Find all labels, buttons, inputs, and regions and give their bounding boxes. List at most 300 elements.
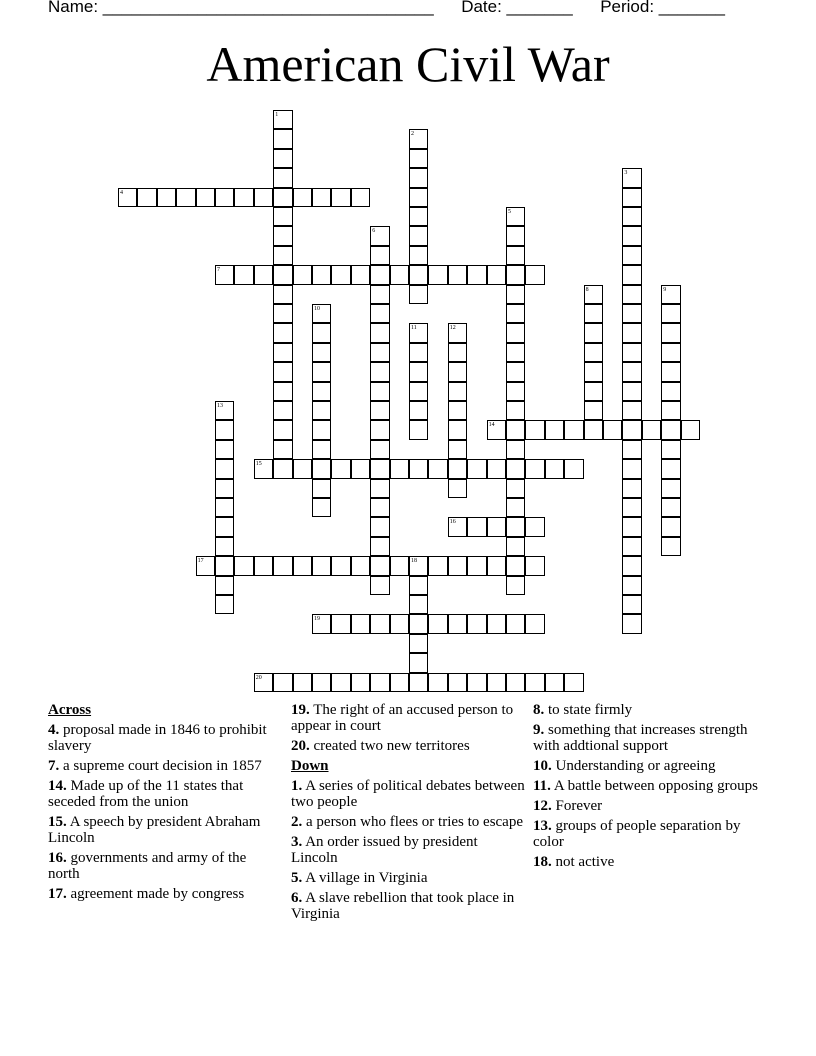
clue-item bbox=[533, 758, 773, 774]
clue-text: Forever bbox=[555, 798, 603, 814]
grid-cell[interactable] bbox=[312, 188, 331, 207]
across-clue-list bbox=[48, 722, 280, 902]
grid-cell[interactable] bbox=[273, 265, 292, 284]
grid-cell[interactable] bbox=[370, 382, 389, 401]
grid-cell[interactable] bbox=[157, 188, 176, 207]
grid-cell[interactable] bbox=[409, 614, 428, 633]
grid-cell[interactable] bbox=[448, 479, 467, 498]
grid-clue-number: 3 bbox=[624, 170, 628, 177]
clue-item bbox=[291, 778, 527, 810]
clue-text: created two new territores bbox=[313, 738, 470, 754]
grid-cell[interactable] bbox=[467, 614, 486, 633]
grid-cell[interactable] bbox=[622, 285, 641, 304]
clue-item bbox=[533, 778, 773, 794]
grid-cell[interactable] bbox=[564, 459, 583, 478]
grid-cell[interactable] bbox=[448, 614, 467, 633]
grid-cell[interactable] bbox=[312, 556, 331, 575]
grid-clue-number: 17 bbox=[197, 558, 204, 565]
grid-cell[interactable] bbox=[331, 188, 350, 207]
grid-cell[interactable] bbox=[409, 653, 428, 672]
grid-cell[interactable] bbox=[312, 498, 331, 517]
grid-cell[interactable] bbox=[293, 265, 312, 284]
clue-item bbox=[48, 778, 280, 810]
name-field-label: Name: ___________________________________ bbox=[48, 0, 434, 16]
grid-cell[interactable] bbox=[661, 537, 680, 556]
grid-cell[interactable] bbox=[293, 459, 312, 478]
grid-cell[interactable] bbox=[409, 285, 428, 304]
grid-cell[interactable] bbox=[409, 459, 428, 478]
grid-cell[interactable] bbox=[487, 556, 506, 575]
grid-cell[interactable] bbox=[525, 614, 544, 633]
grid-cell[interactable] bbox=[273, 382, 292, 401]
grid-cell[interactable] bbox=[467, 556, 486, 575]
grid-cell[interactable] bbox=[681, 420, 700, 439]
page-title: American Civil War bbox=[206, 36, 610, 92]
grid-cell[interactable] bbox=[409, 634, 428, 653]
grid-cell[interactable] bbox=[622, 382, 641, 401]
grid-cell[interactable] bbox=[525, 459, 544, 478]
grid-cell[interactable] bbox=[545, 459, 564, 478]
clue-number: 20. bbox=[291, 738, 310, 754]
grid-cell[interactable] bbox=[215, 576, 234, 595]
period-field-label: Period: _______ bbox=[600, 0, 725, 16]
grid-cell[interactable] bbox=[506, 479, 525, 498]
grid-cell[interactable] bbox=[525, 517, 544, 536]
grid-clue-number: 1 bbox=[275, 112, 279, 118]
grid-cell[interactable] bbox=[331, 614, 350, 633]
clue-item bbox=[533, 722, 773, 754]
grid-cell[interactable] bbox=[409, 265, 428, 284]
across-heading: Across bbox=[48, 702, 92, 718]
grid-cell[interactable] bbox=[584, 362, 603, 381]
grid-cell[interactable] bbox=[622, 440, 641, 459]
grid-clue-number: 2 bbox=[411, 131, 414, 138]
grid-cell[interactable] bbox=[661, 343, 680, 362]
grid-cell[interactable] bbox=[331, 556, 350, 575]
grid-cell[interactable] bbox=[370, 362, 389, 381]
grid-cell[interactable] bbox=[409, 362, 428, 381]
grid-cell[interactable] bbox=[428, 265, 447, 284]
grid-cell[interactable] bbox=[331, 459, 350, 478]
clue-number: 17. bbox=[48, 886, 67, 902]
grid-cell[interactable] bbox=[487, 673, 506, 692]
grid-cell[interactable] bbox=[642, 420, 661, 439]
grid-cell[interactable] bbox=[312, 362, 331, 381]
clue-number: 2. bbox=[291, 814, 303, 830]
grid-cell[interactable] bbox=[506, 498, 525, 517]
grid-cell[interactable] bbox=[506, 304, 525, 323]
grid-cell[interactable] bbox=[273, 188, 292, 207]
grid-cell[interactable] bbox=[215, 498, 234, 517]
grid-cell[interactable] bbox=[234, 556, 253, 575]
clue-text: governments and army of the north bbox=[48, 850, 247, 882]
grid-clue-number: 13 bbox=[217, 403, 223, 409]
grid-cell[interactable] bbox=[293, 673, 312, 692]
grid-cell[interactable] bbox=[351, 188, 370, 207]
grid-cell[interactable] bbox=[331, 265, 350, 284]
grid-cell[interactable] bbox=[370, 343, 389, 362]
grid-cell[interactable] bbox=[622, 479, 641, 498]
grid-clue-number: 16 bbox=[449, 519, 456, 526]
grid-cell[interactable] bbox=[661, 498, 680, 517]
grid-cell[interactable] bbox=[234, 265, 253, 284]
clue-item bbox=[533, 818, 773, 850]
grid-cell[interactable] bbox=[409, 207, 428, 226]
grid-cell[interactable] bbox=[448, 420, 467, 439]
grid-cell[interactable] bbox=[390, 556, 409, 575]
grid-cell[interactable] bbox=[273, 149, 292, 168]
grid-cell[interactable] bbox=[622, 420, 641, 439]
clue-number: 6. bbox=[291, 890, 303, 906]
grid-cell[interactable] bbox=[370, 614, 389, 633]
grid-cell[interactable] bbox=[215, 420, 234, 439]
clue-number: 4. bbox=[48, 722, 60, 738]
grid-cell[interactable] bbox=[370, 459, 389, 478]
grid-cell[interactable] bbox=[661, 479, 680, 498]
grid-cell[interactable] bbox=[506, 362, 525, 381]
grid-cell[interactable] bbox=[409, 401, 428, 420]
grid-cell[interactable] bbox=[506, 459, 525, 478]
grid-cell[interactable] bbox=[370, 285, 389, 304]
grid-cell[interactable] bbox=[545, 420, 564, 439]
grid-cell[interactable] bbox=[467, 517, 486, 536]
grid-cell[interactable] bbox=[409, 246, 428, 265]
grid-cell[interactable] bbox=[448, 401, 467, 420]
grid-cell[interactable] bbox=[584, 420, 603, 439]
clue-number: 18. bbox=[533, 854, 552, 870]
grid-cell[interactable] bbox=[506, 673, 525, 692]
grid-cell[interactable] bbox=[487, 459, 506, 478]
grid-cell[interactable] bbox=[487, 614, 506, 633]
grid-cell[interactable] bbox=[428, 459, 447, 478]
grid-clue-number: 10 bbox=[314, 306, 320, 312]
grid-cell[interactable] bbox=[584, 401, 603, 420]
grid-cell[interactable] bbox=[312, 479, 331, 498]
grid-cell[interactable] bbox=[525, 420, 544, 439]
grid-cell[interactable] bbox=[622, 323, 641, 342]
grid-cell[interactable] bbox=[448, 440, 467, 459]
grid-cell[interactable] bbox=[312, 440, 331, 459]
grid-cell[interactable] bbox=[370, 498, 389, 517]
grid-cell[interactable] bbox=[273, 129, 292, 148]
grid-cell[interactable] bbox=[622, 188, 641, 207]
grid-cell[interactable] bbox=[312, 401, 331, 420]
grid-cell[interactable] bbox=[312, 323, 331, 342]
grid-cell[interactable] bbox=[622, 207, 641, 226]
grid-cell[interactable] bbox=[273, 420, 292, 439]
grid-cell[interactable] bbox=[622, 498, 641, 517]
grid-cell[interactable] bbox=[506, 420, 525, 439]
clue-number: 1. bbox=[291, 778, 303, 794]
grid-cell[interactable] bbox=[622, 304, 641, 323]
grid-cell[interactable] bbox=[409, 149, 428, 168]
grid-cell[interactable] bbox=[273, 285, 292, 304]
grid-cell[interactable] bbox=[312, 459, 331, 478]
grid-cell[interactable] bbox=[661, 459, 680, 478]
clue-text: groups of people separation by color bbox=[533, 818, 741, 850]
grid-cell[interactable] bbox=[428, 673, 447, 692]
grid-cell[interactable] bbox=[448, 556, 467, 575]
clue-text: The right of an accused person to appear in court bbox=[291, 702, 514, 734]
grid-cell[interactable] bbox=[215, 595, 234, 614]
grid-cell[interactable] bbox=[506, 382, 525, 401]
grid-cell[interactable] bbox=[487, 265, 506, 284]
grid-cell[interactable] bbox=[293, 188, 312, 207]
clue-item bbox=[291, 890, 527, 922]
grid-cell[interactable] bbox=[584, 323, 603, 342]
grid-cell[interactable] bbox=[409, 595, 428, 614]
grid-cell[interactable] bbox=[584, 343, 603, 362]
grid-cell[interactable] bbox=[215, 188, 234, 207]
clue-text: Made up of the 11 states that seceded from the union bbox=[48, 778, 244, 810]
grid-cell[interactable] bbox=[273, 226, 292, 245]
grid-clue-number: 7 bbox=[217, 267, 220, 274]
clue-item bbox=[48, 850, 280, 882]
down-clue-list bbox=[291, 778, 527, 922]
grid-cell[interactable] bbox=[273, 207, 292, 226]
grid-cell[interactable] bbox=[506, 537, 525, 556]
grid-cell[interactable] bbox=[312, 420, 331, 439]
clue-item bbox=[48, 814, 280, 846]
grid-cell[interactable] bbox=[370, 420, 389, 439]
grid-cell[interactable] bbox=[370, 517, 389, 536]
grid-cell[interactable] bbox=[273, 673, 292, 692]
grid-cell[interactable] bbox=[370, 401, 389, 420]
grid-cell[interactable] bbox=[351, 673, 370, 692]
grid-cell[interactable] bbox=[409, 576, 428, 595]
grid-cell[interactable] bbox=[506, 343, 525, 362]
grid-cell[interactable] bbox=[215, 440, 234, 459]
grid-cell[interactable] bbox=[273, 323, 292, 342]
grid-cell[interactable] bbox=[506, 265, 525, 284]
clue-number: 10. bbox=[533, 758, 552, 774]
clue-text: An order issued by president Lincoln bbox=[291, 834, 478, 866]
grid-cell[interactable] bbox=[351, 556, 370, 575]
grid-cell[interactable] bbox=[467, 265, 486, 284]
grid-cell[interactable] bbox=[215, 459, 234, 478]
grid-cell[interactable] bbox=[506, 614, 525, 633]
grid-cell[interactable] bbox=[293, 556, 312, 575]
clues-column-2 bbox=[291, 702, 527, 926]
clues-column-1 bbox=[48, 702, 280, 906]
clue-text: A battle between opposing groups bbox=[553, 778, 759, 794]
grid-cell[interactable] bbox=[448, 459, 467, 478]
grid-cell[interactable] bbox=[545, 673, 564, 692]
grid-cell[interactable] bbox=[409, 343, 428, 362]
grid-cell[interactable] bbox=[370, 304, 389, 323]
grid-clue-number: 11 bbox=[411, 325, 417, 332]
grid-cell[interactable] bbox=[196, 188, 215, 207]
grid-cell[interactable] bbox=[370, 537, 389, 556]
grid-cell[interactable] bbox=[312, 265, 331, 284]
clue-number: 8. bbox=[533, 702, 545, 718]
grid-cell[interactable] bbox=[137, 188, 156, 207]
grid-cell[interactable] bbox=[273, 246, 292, 265]
grid-cell[interactable] bbox=[390, 265, 409, 284]
grid-cell[interactable] bbox=[370, 556, 389, 575]
grid-cell[interactable] bbox=[622, 595, 641, 614]
clue-item bbox=[48, 722, 280, 754]
grid-cell[interactable] bbox=[661, 440, 680, 459]
grid-cell[interactable] bbox=[390, 673, 409, 692]
grid-cell[interactable] bbox=[312, 343, 331, 362]
clue-text: not active bbox=[555, 854, 615, 870]
grid-cell[interactable] bbox=[506, 246, 525, 265]
grid-cell[interactable] bbox=[273, 440, 292, 459]
clue-item bbox=[48, 886, 280, 902]
grid-cell[interactable] bbox=[661, 382, 680, 401]
grid-cell[interactable] bbox=[506, 285, 525, 304]
clues-column-3 bbox=[533, 702, 773, 874]
grid-cell[interactable] bbox=[409, 226, 428, 245]
grid-cell[interactable] bbox=[622, 343, 641, 362]
clue-item bbox=[291, 738, 527, 754]
grid-cell[interactable] bbox=[409, 420, 428, 439]
clue-item bbox=[291, 702, 527, 734]
grid-cell[interactable] bbox=[525, 556, 544, 575]
date-field-label: Date: _______ bbox=[461, 0, 573, 16]
grid-clue-number: 6 bbox=[372, 228, 376, 235]
grid-clue-number: 12 bbox=[449, 325, 456, 332]
grid-cell[interactable] bbox=[254, 556, 273, 575]
grid-clue-number: 18 bbox=[411, 558, 417, 565]
grid-cell[interactable] bbox=[370, 246, 389, 265]
grid-cell[interactable] bbox=[273, 401, 292, 420]
grid-cell[interactable] bbox=[273, 362, 292, 381]
grid-cell[interactable] bbox=[525, 673, 544, 692]
grid-cell[interactable] bbox=[622, 614, 641, 633]
clue-text: something that increases strength with addtional support bbox=[533, 722, 748, 754]
grid-cell[interactable] bbox=[622, 226, 641, 245]
grid-cell[interactable] bbox=[506, 440, 525, 459]
clue-text: A series of political debates between two people bbox=[291, 778, 525, 810]
grid-clue-number: 20 bbox=[255, 674, 262, 681]
grid-clue-number: 4 bbox=[120, 189, 123, 196]
grid-cell[interactable] bbox=[506, 323, 525, 342]
grid-clue-number: 5 bbox=[508, 209, 511, 215]
grid-cell[interactable] bbox=[584, 304, 603, 323]
grid-cell[interactable] bbox=[622, 576, 641, 595]
grid-cell[interactable] bbox=[622, 459, 641, 478]
grid-cell[interactable] bbox=[254, 265, 273, 284]
clue-number: 12. bbox=[533, 798, 552, 814]
grid-cell[interactable] bbox=[273, 556, 292, 575]
clue-text: a supreme court decision in 1857 bbox=[63, 758, 262, 774]
grid-cell[interactable] bbox=[584, 382, 603, 401]
grid-cell[interactable] bbox=[603, 420, 622, 439]
clue-text: A village in Virginia bbox=[305, 870, 428, 886]
grid-cell[interactable] bbox=[487, 517, 506, 536]
grid-cell[interactable] bbox=[390, 614, 409, 633]
grid-cell[interactable] bbox=[273, 304, 292, 323]
grid-cell[interactable] bbox=[370, 265, 389, 284]
grid-cell[interactable] bbox=[351, 459, 370, 478]
grid-cell[interactable] bbox=[448, 362, 467, 381]
grid-cell[interactable] bbox=[215, 537, 234, 556]
clue-item bbox=[291, 834, 527, 866]
grid-cell[interactable] bbox=[506, 401, 525, 420]
grid-cell[interactable] bbox=[661, 323, 680, 342]
grid-cell[interactable] bbox=[351, 614, 370, 633]
grid-cell[interactable] bbox=[370, 576, 389, 595]
grid-cell[interactable] bbox=[254, 188, 273, 207]
grid-cell[interactable] bbox=[273, 459, 292, 478]
grid-cell[interactable] bbox=[622, 537, 641, 556]
clue-number: 19. bbox=[291, 702, 310, 718]
grid-cell[interactable] bbox=[661, 362, 680, 381]
grid-cell[interactable] bbox=[370, 479, 389, 498]
grid-cell[interactable] bbox=[661, 420, 680, 439]
grid-cell[interactable] bbox=[448, 382, 467, 401]
grid-cell[interactable] bbox=[506, 226, 525, 245]
grid-cell[interactable] bbox=[370, 673, 389, 692]
grid-cell[interactable] bbox=[622, 265, 641, 284]
grid-cell[interactable] bbox=[176, 188, 195, 207]
grid-cell[interactable] bbox=[409, 673, 428, 692]
grid-cell[interactable] bbox=[215, 517, 234, 536]
clue-number: 9. bbox=[533, 722, 545, 738]
grid-cell[interactable] bbox=[370, 440, 389, 459]
grid-cell[interactable] bbox=[467, 673, 486, 692]
clue-text: a person who flees or tries to escape bbox=[306, 814, 524, 830]
grid-cell[interactable] bbox=[525, 265, 544, 284]
grid-cell[interactable] bbox=[273, 343, 292, 362]
grid-cell[interactable] bbox=[234, 188, 253, 207]
grid-cell[interactable] bbox=[506, 576, 525, 595]
grid-clue-number: 15 bbox=[255, 461, 262, 468]
across-clue-list-continued bbox=[291, 702, 527, 754]
grid-cell[interactable] bbox=[215, 479, 234, 498]
clue-number: 3. bbox=[291, 834, 303, 850]
clue-text: A speech by president Abraham Lincoln bbox=[48, 814, 261, 846]
grid-cell[interactable] bbox=[428, 614, 447, 633]
grid-clue-number: 8 bbox=[585, 286, 589, 293]
clue-text: to state firmly bbox=[548, 702, 633, 718]
grid-cell[interactable] bbox=[351, 265, 370, 284]
grid-cell[interactable] bbox=[312, 673, 331, 692]
grid-cell[interactable] bbox=[331, 673, 350, 692]
grid-cell[interactable] bbox=[622, 362, 641, 381]
grid-cell[interactable] bbox=[622, 246, 641, 265]
grid-cell[interactable] bbox=[661, 517, 680, 536]
grid-cell[interactable] bbox=[370, 323, 389, 342]
grid-cell[interactable] bbox=[390, 459, 409, 478]
grid-cell[interactable] bbox=[428, 556, 447, 575]
grid-cell[interactable] bbox=[409, 382, 428, 401]
grid-cell[interactable] bbox=[661, 401, 680, 420]
grid-cell[interactable] bbox=[215, 556, 234, 575]
grid-cell[interactable] bbox=[409, 188, 428, 207]
grid-cell[interactable] bbox=[467, 459, 486, 478]
clue-number: 15. bbox=[48, 814, 67, 830]
grid-cell[interactable] bbox=[448, 673, 467, 692]
grid-cell[interactable] bbox=[506, 517, 525, 536]
grid-cell[interactable] bbox=[409, 168, 428, 187]
grid-cell[interactable] bbox=[622, 517, 641, 536]
grid-cell[interactable] bbox=[448, 265, 467, 284]
grid-cell[interactable] bbox=[564, 420, 583, 439]
clue-item bbox=[533, 854, 773, 870]
grid-cell[interactable] bbox=[622, 556, 641, 575]
clue-number: 14. bbox=[48, 778, 67, 794]
grid-cell[interactable] bbox=[448, 343, 467, 362]
grid-cell[interactable] bbox=[273, 168, 292, 187]
grid-cell[interactable] bbox=[622, 401, 641, 420]
grid-cell[interactable] bbox=[564, 673, 583, 692]
grid-cell[interactable] bbox=[312, 382, 331, 401]
grid-cell[interactable] bbox=[506, 556, 525, 575]
grid-cell[interactable] bbox=[661, 304, 680, 323]
